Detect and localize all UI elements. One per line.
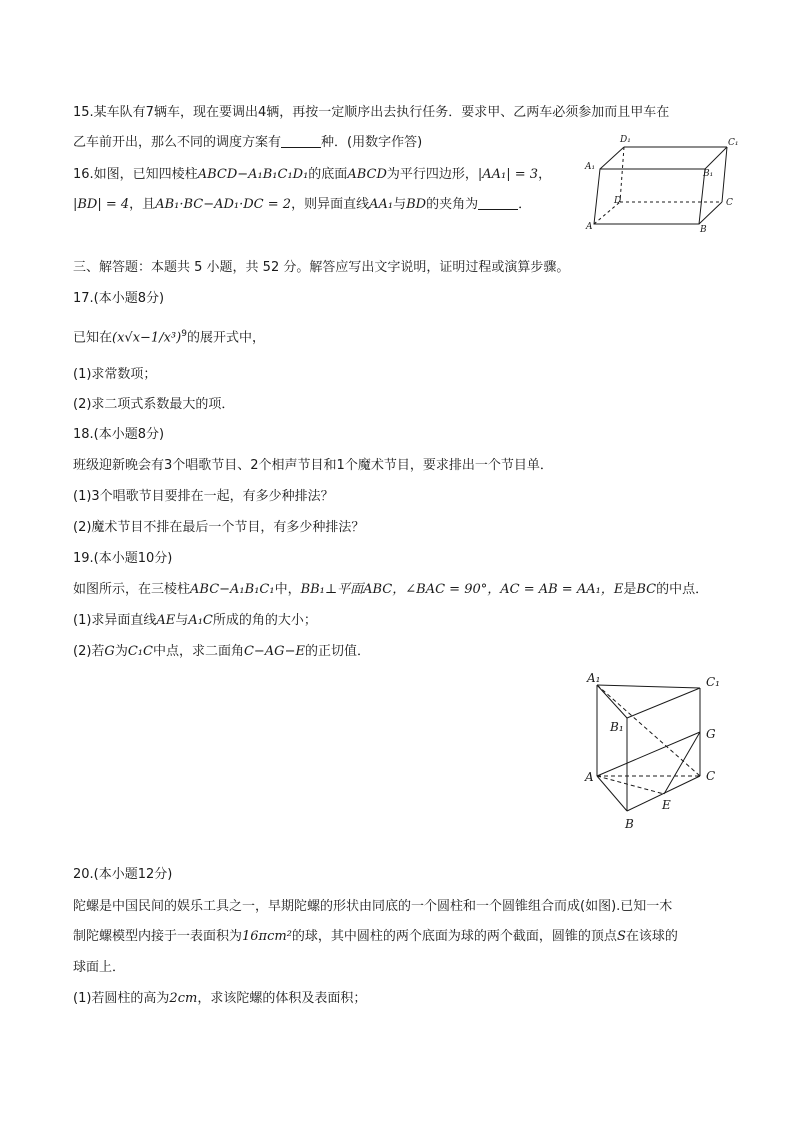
q20-text-c: 在该球的 bbox=[625, 929, 678, 944]
q19-segment-c1c: C₁C bbox=[127, 644, 153, 659]
q18-part2: (2)魔术节目不排在最后一个节目，有多少种排法？ bbox=[73, 520, 365, 535]
fig19-label-b: B bbox=[625, 817, 634, 831]
q20-text-b: 的球，其中圆柱的两个底面为球的两个截面，圆锥的顶点 bbox=[291, 929, 617, 944]
q17-part2: (2)求二项式系数最大的项． bbox=[73, 397, 235, 412]
q20-p1-a: (1)若圆柱的高为 bbox=[73, 991, 170, 1006]
q19-p1-a: (1)求异面直线 bbox=[73, 613, 157, 628]
q15-line2 bbox=[73, 134, 422, 152]
q15-text-a: 乙车前开出，那么不同的调度方案有 bbox=[73, 135, 282, 150]
q19-p2-b: 为 bbox=[114, 644, 128, 659]
q18-title: 18.(本小题8分) bbox=[73, 427, 165, 442]
q16-text-h: 的夹角为 bbox=[426, 197, 479, 212]
fig16-label-c: C bbox=[726, 198, 733, 208]
q16-text-f: ，则异面直线 bbox=[291, 197, 370, 212]
q16-text-c: 为平行四边形， bbox=[386, 167, 478, 182]
q19-point-g: G bbox=[104, 644, 115, 659]
q16-text-i: ． bbox=[518, 197, 532, 212]
q16-text-e: ，且 bbox=[129, 197, 156, 212]
q16-line2 bbox=[73, 196, 531, 214]
q20-surface-area: 16πcm² bbox=[242, 929, 292, 944]
q16-bd: |BD| = 4 bbox=[73, 197, 130, 212]
q15-answer-blank bbox=[281, 134, 321, 148]
q16-aa1: |AA₁| = 3 bbox=[477, 167, 539, 182]
section-3-heading: 三、解答题：本题共 5 小题，共 52 分。解答应写出文字说明，证明过程或演算步骤。 bbox=[73, 260, 570, 275]
q19-p1-b: 与 bbox=[175, 613, 189, 628]
q19-p2-a: (2)若 bbox=[73, 644, 105, 659]
q17-stem bbox=[73, 325, 265, 347]
q19-segment-bc: BC bbox=[636, 582, 657, 597]
fig16-label-a1: A₁ bbox=[585, 162, 596, 172]
q20-line3: 球面上． bbox=[73, 960, 126, 975]
q16-text-d: ， bbox=[538, 167, 552, 182]
q16-answer-blank bbox=[478, 196, 518, 210]
fig16-label-b1: B₁ bbox=[703, 169, 714, 179]
q16-prism: ABCD−A₁B₁C₁D₁ bbox=[197, 167, 309, 182]
q16-base: ABCD bbox=[347, 167, 387, 182]
q17-text-b: 的展开式中， bbox=[186, 330, 265, 346]
q20-part1 bbox=[73, 990, 366, 1008]
q19-text-a: 如图所示，在三棱柱 bbox=[73, 582, 191, 597]
q20-text-a: 制陀螺模型内接于一表面积为 bbox=[73, 929, 243, 944]
q16-text-g: 与 bbox=[393, 197, 407, 212]
q19-figure bbox=[582, 668, 732, 838]
q16-line-aa1: AA₁ bbox=[369, 197, 394, 212]
q19-part2 bbox=[73, 643, 370, 661]
q19-p2-c: 中点，求二面角 bbox=[152, 644, 244, 659]
q16-line1 bbox=[73, 166, 551, 184]
q19-line-ae: AE bbox=[156, 613, 176, 628]
q20-line1: 陀螺是中国民间的娱乐工具之一，早期陀螺的形状由同底的一个圆柱和一个圆锥组合而成(如图).已知一木 bbox=[73, 899, 673, 914]
fig19-label-a: A bbox=[585, 770, 594, 784]
q19-p2-d: 的正切值． bbox=[304, 644, 370, 659]
q20-point-s: S bbox=[616, 929, 626, 944]
fig16-label-a: A bbox=[586, 222, 593, 232]
q20-title: 20.(本小题12分) bbox=[73, 867, 173, 882]
q15-line1: 15.某车队有7辆车，现在要调出4辆，再按一定顺序出去执行任务．要求甲、乙两车必须参加而且甲车在 bbox=[73, 105, 670, 120]
fig16-label-c1: C₁ bbox=[728, 138, 739, 148]
q20-height: 2cm bbox=[169, 991, 198, 1006]
q19-part1 bbox=[73, 612, 317, 630]
fig19-label-a1: A₁ bbox=[587, 671, 601, 685]
q17-title: 17.(本小题8分) bbox=[73, 291, 165, 306]
q16-text-b: 的底面 bbox=[308, 167, 348, 182]
q19-dihedral-angle: C−AG−E bbox=[243, 644, 305, 659]
q19-prism: ABC−A₁B₁C₁ bbox=[190, 582, 275, 597]
fig16-front-face bbox=[594, 169, 705, 224]
q17-expression: (x√x−1/x³) bbox=[112, 330, 182, 346]
q20-line2 bbox=[73, 928, 678, 946]
q16-vector-expr: AB₁·BC−AD₁·DC = 2 bbox=[155, 197, 292, 212]
q20-p1-b: ，求该陀螺的体积及表面积； bbox=[197, 991, 367, 1006]
q17-text-a: 已知在 bbox=[73, 330, 113, 346]
q19-line-a1c: A₁C bbox=[188, 613, 213, 628]
fig16-label-d: D bbox=[614, 196, 622, 206]
q18-part1: (1)3个唱歌节目要排在一起，有多少种排法？ bbox=[73, 489, 334, 504]
fig19-label-c: C bbox=[706, 769, 716, 783]
q19-title: 19.(本小题10分) bbox=[73, 551, 173, 566]
fig19-label-e: E bbox=[662, 798, 671, 812]
fig19-label-c1: C₁ bbox=[706, 675, 720, 689]
fig16-label-d1: D₁ bbox=[620, 135, 631, 145]
q18-stem: 班级迎新晚会有3个唱歌节目、2个相声节目和1个魔术节目，要求排出一个节目单． bbox=[73, 458, 553, 473]
q19-conditions: BB₁⊥平面ABC，∠BAC = 90°，AC = AB = AA₁， bbox=[300, 582, 614, 597]
q17-part1: (1)求常数项； bbox=[73, 367, 157, 382]
q16-figure bbox=[582, 132, 744, 236]
q17-exponent: 9 bbox=[181, 329, 187, 339]
q19-text-b: 中， bbox=[274, 582, 301, 597]
q19-text-d: 的中点． bbox=[656, 582, 709, 597]
q19-stem bbox=[73, 581, 708, 599]
q16-line-bd: BD bbox=[406, 197, 427, 212]
fig19-label-b1: B₁ bbox=[610, 720, 624, 734]
q19-text-c: 是 bbox=[623, 582, 637, 597]
q16-text-a: 16.如图，已知四棱柱 bbox=[73, 167, 198, 182]
fig16-label-b: B bbox=[700, 225, 707, 235]
q19-point-e: E bbox=[613, 582, 624, 597]
q15-text-b: 种．(用数字作答) bbox=[321, 135, 423, 150]
fig19-label-g: G bbox=[706, 727, 716, 741]
q19-p1-c: 所成的角的大小； bbox=[212, 613, 317, 628]
